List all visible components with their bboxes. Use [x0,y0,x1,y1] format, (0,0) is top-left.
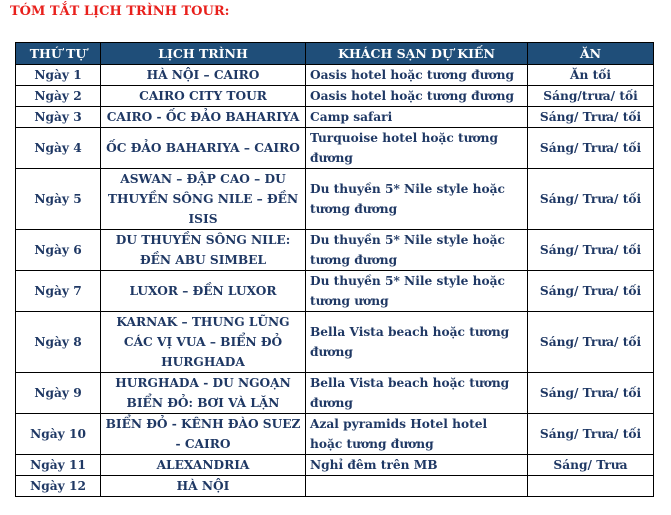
table-row [16,373,654,414]
hotel-cell: Du thuyền 5* Nile style hoặc tương ương [306,271,528,312]
page-title: TÓM TẮT LỊCH TRÌNH TOUR: [10,4,230,19]
route-cell: DU THUYỀN SÔNG NILE: ĐỀN ABU SIMBEL [101,230,306,271]
day-cell: Ngày 3 [16,107,101,128]
meal-cell: Sáng/ Trưa/ tối [528,169,654,230]
table-row [16,414,654,455]
tour-schedule-table [15,42,654,497]
table-row [16,312,654,373]
meal-cell: Sáng/trưa/ tối [528,86,654,107]
meal-cell: Sáng/ Trưa/ tối [528,312,654,373]
route-cell: HÀ NỘI – CAIRO [101,65,306,86]
table-row [16,230,654,271]
route-cell: ASWAN – ĐẬP CAO – DU THUYỀN SÔNG NILE – ĐỀN ISIS [101,169,306,230]
table-row [16,271,654,312]
header-meal: ĂN [528,43,654,65]
table-row [16,169,654,230]
header-day: THỨ TỰ [16,43,101,65]
meal-cell: Ăn tối [528,65,654,86]
hotel-cell: Turquoise hotel hoặc tương đương [306,128,528,169]
header-hotel: KHÁCH SẠN DỰ KIẾN [306,43,528,65]
route-cell: BIỂN ĐỎ - KÊNH ĐÀO SUEZ - CAIRO [101,414,306,455]
hotel-cell: Du thuyền 5* Nile style hoặc tương đương [306,169,528,230]
meal-cell: Sáng/ Trưa/ tối [528,107,654,128]
meal-cell: Sáng/ Trưa/ tối [528,414,654,455]
day-cell: Ngày 8 [16,312,101,373]
hotel-cell: Nghỉ đêm trên MB [306,455,528,476]
day-cell: Ngày 6 [16,230,101,271]
day-cell: Ngày 5 [16,169,101,230]
route-cell: CAIRO CITY TOUR [101,86,306,107]
route-cell: HURGHADA - DU NGOẠN BIỂN ĐỎ: BƠI VÀ LẶN [101,373,306,414]
day-cell: Ngày 2 [16,86,101,107]
table-row [16,455,654,476]
route-cell: LUXOR – ĐỀN LUXOR [101,271,306,312]
table-row [16,476,654,497]
day-cell: Ngày 9 [16,373,101,414]
table-row [16,65,654,86]
hotel-cell: Oasis hotel hoặc tương đương [306,65,528,86]
hotel-cell: Oasis hotel hoặc tương đương [306,86,528,107]
day-cell: Ngày 10 [16,414,101,455]
hotel-cell: Du thuyền 5* Nile style hoặc tương đương [306,230,528,271]
route-cell: CAIRO - ỐC ĐẢO BAHARIYA [101,107,306,128]
route-cell: ỐC ĐẢO BAHARIYA – CAIRO [101,128,306,169]
meal-cell: Sáng/ Trưa/ tối [528,271,654,312]
hotel-cell: Bella Vista beach hoặc tương đương [306,373,528,414]
meal-cell: Sáng/ Trưa/ tối [528,373,654,414]
header-route: LỊCH TRÌNH [101,43,306,65]
meal-cell: Sáng/ Trưa/ tối [528,128,654,169]
meal-cell: Sáng/ Trưa/ tối [528,230,654,271]
table-row [16,107,654,128]
route-cell: HÀ NỘI [101,476,306,497]
route-cell: KARNAK – THUNG LŨNG CÁC VỊ VUA – BIỂN ĐỎ HURGHADA [101,312,306,373]
table-header-row [16,43,654,65]
day-cell: Ngày 11 [16,455,101,476]
hotel-cell: Azal pyramids Hotel hotel hoặc tương đương [306,414,528,455]
table-row [16,128,654,169]
day-cell: Ngày 1 [16,65,101,86]
day-cell: Ngày 4 [16,128,101,169]
meal-cell: Sáng/ Trưa [528,455,654,476]
hotel-cell: Bella Vista beach hoặc tương đương [306,312,528,373]
day-cell: Ngày 12 [16,476,101,497]
hotel-cell: Camp safari [306,107,528,128]
hotel-cell [306,476,528,497]
table-row [16,86,654,107]
route-cell: ALEXANDRIA [101,455,306,476]
meal-cell [528,476,654,497]
day-cell: Ngày 7 [16,271,101,312]
